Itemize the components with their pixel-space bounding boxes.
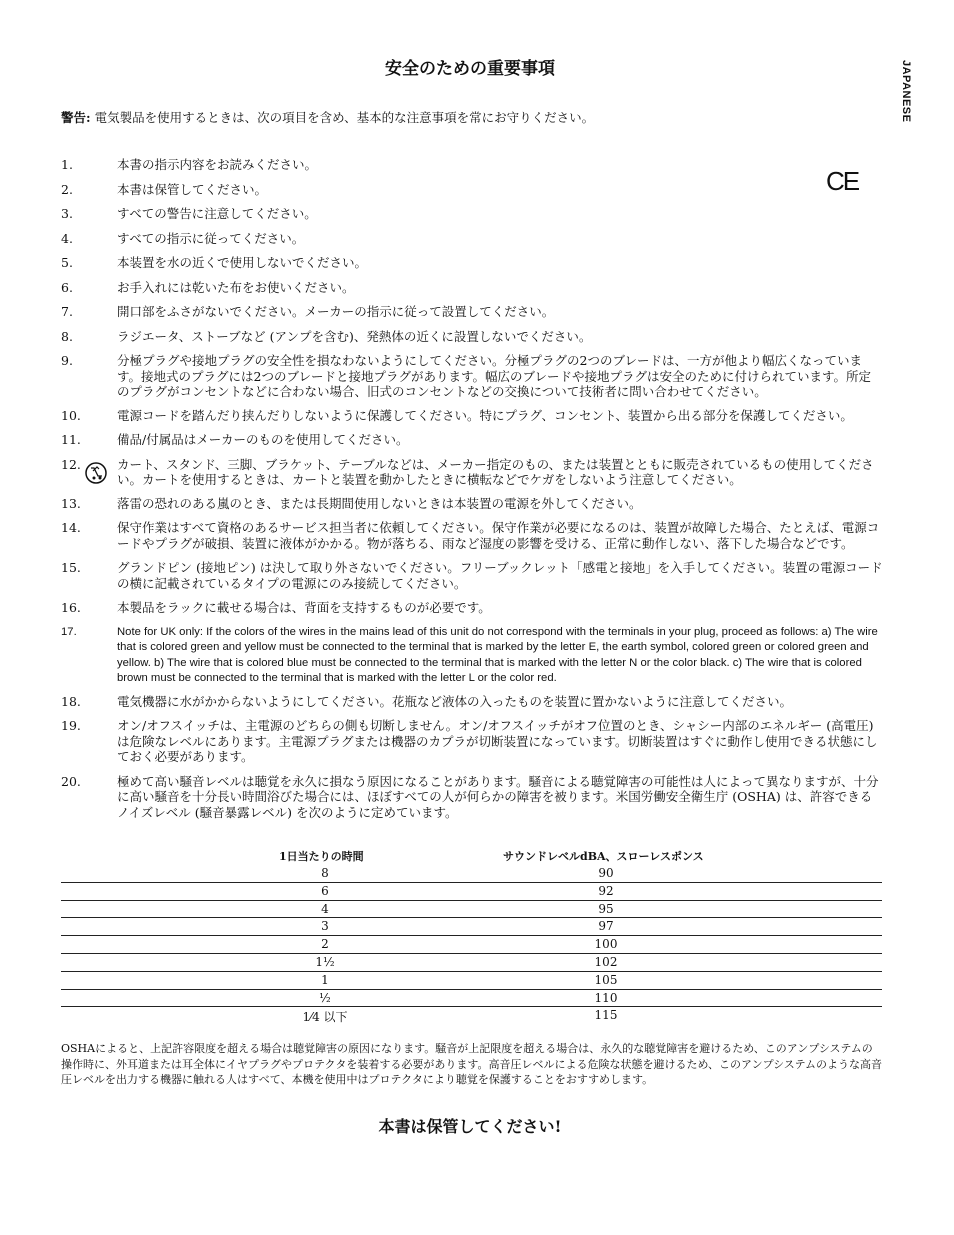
list-item: [61, 774, 883, 821]
cell-hours: 2: [321, 937, 329, 952]
list-item: [61, 520, 883, 551]
list-item: [61, 329, 883, 345]
item-text: お手入れには乾いた布をお使いください。: [117, 279, 355, 295]
list-item: [61, 694, 883, 710]
language-tab: JAPANESE: [900, 60, 912, 123]
list-item: [61, 600, 883, 616]
table-row: [61, 918, 882, 936]
item-number: 19.: [61, 718, 81, 733]
item-text: 本装置を水の近くで使用しないでください。: [117, 255, 368, 270]
table-row: [61, 990, 882, 1008]
list-item: [61, 408, 883, 424]
item-text: ラジエータ、ストーブなど (アンプを含む)、発熱体の近くに設置しないでください。: [117, 328, 592, 344]
column-header-hours: 1日当たりの時間: [279, 850, 364, 863]
cell-dba: 110: [594, 990, 618, 1005]
list-item: [61, 280, 883, 296]
cell-dba: 92: [598, 883, 614, 898]
cell-hours: 6: [321, 883, 329, 898]
list-item: [61, 625, 883, 687]
cell-dba: 102: [594, 954, 618, 969]
table-row: [61, 901, 882, 919]
table-row: [61, 972, 882, 990]
osha-note: OSHAによると、上記許容限度を超える場合は聴覚障害の原因になります。騒音が上記限度を超える場合は、永久的な聴覚障害を避けるため、このアンプシステムの操作時に、外耳道または耳全体にイヤプラグやプロテクタを装着する必要があります。高音圧レベルによる危険な状態を避けるため、このアンプシステムのような高音圧レベルを出力する機器に触れる人はすべて、本機を使用中はプロテクタにより聴覚を保護することをおすすめします。: [61, 1042, 883, 1086]
item-text: すべての指示に従ってください。: [117, 230, 305, 246]
item-number: 6.: [61, 279, 73, 295]
cell-hours: 3: [321, 919, 329, 934]
cell-hours: 1: [321, 972, 329, 987]
list-item: [61, 432, 883, 448]
table-row: [61, 954, 882, 972]
item-number: 10.: [61, 407, 81, 423]
item-text: カート、スタンド、三脚、ブラケット、テーブルなどは、メーカー指定のもの、または装置とともに販売されているもの使用してください。カートを使用するときは、カートと装置を動かしたときに横転などでケガをしないよう注意してください。: [117, 456, 874, 487]
noise-exposure-table: [61, 848, 882, 1024]
item-text: グランドピン (接地ピン) は決して取り外さないでください。フリーブックレット「感電と接地」を入手してください。装置の電源コードの横に記載されているタイプの電源にのみ接続してください。: [117, 560, 883, 591]
list-item: [61, 353, 883, 400]
item-text: Note for UK only: If the colors of the wires in the mains lead of this unit do not correspond with the terminals in your plug, proceed as follows: a) The wire that is colored green and yellow must be connected to the terminal that is marked by the letter E, the earth symbol, colored green or colored green and yellow. b) The wire that is colored blue must be connected to the terminal that is marked with the letter N or the color black. c) The wire that is colored brown must be connected to the terminal that is marked with the letter L or the color red.: [117, 625, 878, 684]
item-number: 18.: [61, 693, 81, 709]
cell-dba: 100: [594, 937, 618, 952]
list-item: [61, 496, 883, 512]
list-item: [61, 255, 883, 271]
item-text: 極めて高い騒音レベルは聴覚を永久に損なう原因になることがあります。騒音による聴覚障害の可能性は人によって異なりますが、十分に高い騒音を十分長い時間浴びた場合には、ほぼすべての人が何らかの障害を被ります。米国労働安全衛生庁 (OSHA) は、許容できるノイズレベル (騒音暴露レベル) を次のように定めています。: [117, 773, 879, 820]
warning-line: [61, 108, 891, 126]
item-text: 備品/付属品はメーカーのものを使用してください。: [117, 432, 409, 447]
cell-dba: 97: [598, 919, 614, 934]
cell-hours: 4: [321, 901, 329, 916]
footer-reminder: 本書は保管してください!: [378, 1117, 562, 1136]
item-text: 電源コードを踏んだり挟んだりしないように保護してください。特にプラグ、コンセント、装置から出る部分を保護してください。: [117, 407, 853, 423]
item-text: すべての警告に注意してください。: [117, 206, 317, 221]
column-header-sound-level: サウンドレベルdBA、スローレスポンス: [503, 850, 704, 863]
ce-mark-icon: CE: [826, 166, 859, 196]
list-item: [61, 206, 883, 222]
item-number: 9.: [61, 353, 73, 368]
item-text: 本書は保管してください。: [117, 181, 268, 197]
item-number: 14.: [61, 520, 81, 535]
item-number: 3.: [61, 206, 73, 221]
item-number: 2.: [61, 181, 73, 197]
cell-hours: 1⁄4 以下: [302, 1010, 348, 1025]
list-item: [61, 718, 883, 765]
item-number: 15.: [61, 560, 81, 575]
item-text: 本製品をラックに載せる場合は、背面を支持するものが必要です。: [117, 600, 491, 615]
item-number: 11.: [61, 432, 81, 447]
list-item: [61, 304, 883, 320]
cell-dba: 105: [594, 972, 618, 987]
safety-list: [61, 157, 883, 820]
cell-dba: 115: [594, 1008, 618, 1023]
list-item: [61, 231, 883, 247]
cell-dba: 95: [598, 901, 614, 916]
item-text: 分極プラグや接地プラグの安全性を損なわないようにしてください。分極プラグの2つのブレードは、一方が他より幅広くなっています。接地式のプラグには2つのブレードと接地プラグがあります。幅広のブレードや接地プラグは安全のために付けられています。所定のプラグがコンセントなどに合わない場合、旧式のコンセントなどの交換について技術者に問い合わせてください。: [117, 353, 871, 399]
item-number: 5.: [61, 255, 73, 270]
table-row: [61, 883, 882, 901]
cart-warning-icon: [85, 461, 107, 485]
item-number: 17.: [61, 625, 77, 638]
item-text: オン/オフスイッチは、主電源のどちらの側も切断しません。オン/オフスイッチがオフ位置のとき、シャシー内部のエネルギー (高電圧) は危険なレベルにあります。主電源プラグまたは機器のカプラが切断装置になっています。切断装置はすぐに動作し使用できる状態にしておく必要があります。: [117, 718, 878, 764]
item-number: 13.: [61, 495, 81, 511]
table-header: [61, 848, 882, 865]
warning-label: 警告:: [61, 110, 91, 125]
item-text: 保守作業はすべて資格のあるサービス担当者に依頼してください。保守作業が必要になるのは、装置が故障した場合、たとえば、電源コードやプラグが破損、装置に液体がかかる。物が落ちる、雨など湿度の影響を受ける、正常に動作しない、落下した場合などです。: [117, 520, 880, 551]
item-text: 本書の指示内容をお読みください。: [117, 157, 318, 172]
table-row: [61, 1007, 882, 1024]
table-row: [61, 865, 882, 883]
item-number: 1.: [61, 157, 73, 172]
item-number: 7.: [61, 304, 73, 319]
cell-dba: 90: [598, 866, 614, 880]
warning-text: 電気製品を使用するときは、次の項目を含め、基本的な注意事項を常にお守りください。: [90, 110, 595, 125]
list-item: [61, 457, 883, 488]
list-item: [61, 157, 883, 173]
cell-hours: 8: [321, 866, 329, 880]
cell-hours: 1½: [315, 954, 335, 969]
item-text: 電気機器に水がかからないようにしてください。花瓶など液体の入ったものを装置に置かないように注意してください。: [117, 693, 793, 709]
item-number: 12.: [61, 456, 81, 472]
item-number: 20.: [61, 773, 81, 789]
page-title: 安全のための重要事項: [385, 59, 555, 79]
item-number: 16.: [61, 600, 81, 615]
item-text: 落雷の恐れのある嵐のとき、または長期間使用しないときは本装置の電源を外してください。: [117, 495, 642, 511]
list-item: [61, 182, 883, 198]
item-number: 8.: [61, 328, 73, 344]
table-row: [61, 936, 882, 954]
item-text: 開口部をふさがないでください。メーカーの指示に従って設置してください。: [117, 304, 555, 319]
item-number: 4.: [61, 230, 73, 246]
cell-hours: ½: [319, 990, 331, 1005]
list-item: [61, 560, 883, 591]
